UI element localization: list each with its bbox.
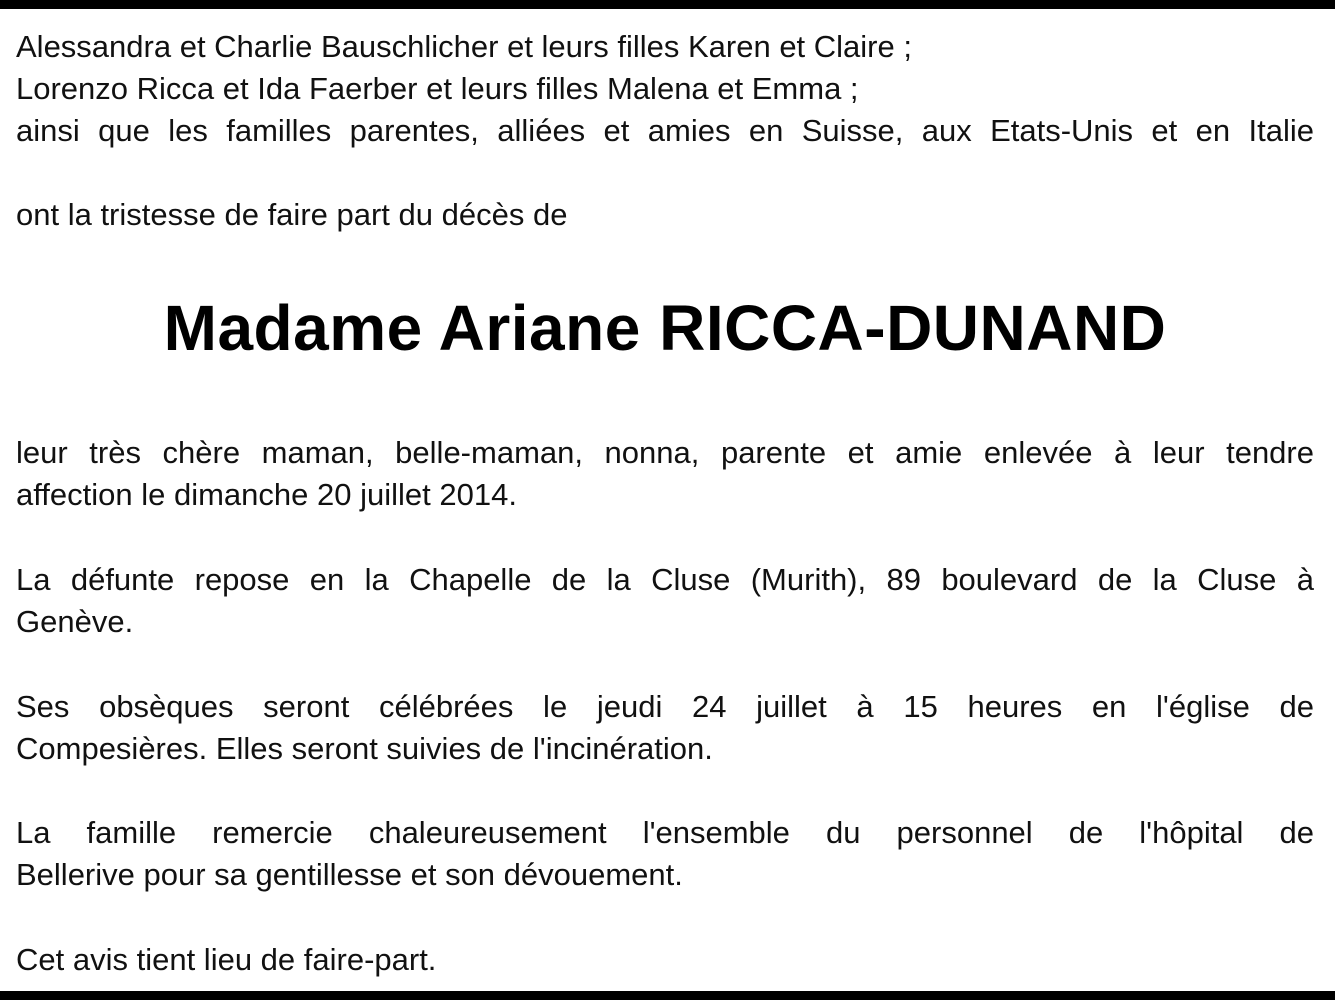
paragraph-line: affection le dimanche 20 juillet 2014.	[16, 477, 517, 512]
paragraph-line: Genève.	[16, 604, 134, 639]
paragraph-line: La famille remercie chaleureusement l'ensemble du personnel de l'hôpital de	[16, 815, 1314, 850]
deceased-name: Madame Ariane RICCA-DUNAND	[163, 292, 1167, 364]
thanks-paragraph	[16, 812, 1314, 896]
funeral-paragraph	[16, 686, 1314, 770]
family-line: Lorenzo Ricca et Ida Faerber et leurs filles Malena et Emma ;	[16, 71, 859, 106]
top-rule	[0, 0, 1335, 9]
paragraph-line: Compesières. Elles seront suivies de l'incinération.	[16, 731, 713, 766]
paragraph-line: La défunte repose en la Chapelle de la Cluse (Murith), 89 boulevard de la Cluse à	[16, 562, 1314, 597]
repose-paragraph	[16, 559, 1314, 643]
intro-line: ont la tristesse de faire part du décès de	[16, 197, 568, 232]
paragraph-line: Ses obsèques seront célébrées le jeudi 24 juillet à 15 heures en l'église de	[16, 689, 1314, 724]
closing-line: Cet avis tient lieu de faire-part.	[16, 942, 437, 977]
family-line: ainsi que les familles parentes, alliées et amies en Suisse, aux Etats-Unis et en Italie	[16, 113, 1314, 148]
family-line: Alessandra et Charlie Bauschlicher et leurs filles Karen et Claire ;	[16, 29, 912, 64]
closing-paragraph	[16, 939, 1314, 981]
family-list	[16, 26, 1314, 152]
paragraph-line: Bellerive pour sa gentillesse et son dévouement.	[16, 857, 683, 892]
intro-text	[16, 194, 1314, 236]
bottom-rule	[0, 991, 1335, 1000]
paragraph-line: leur très chère maman, belle-maman, nonna, parente et amie enlevée à leur tendre	[16, 435, 1314, 470]
description-paragraph	[16, 432, 1314, 516]
